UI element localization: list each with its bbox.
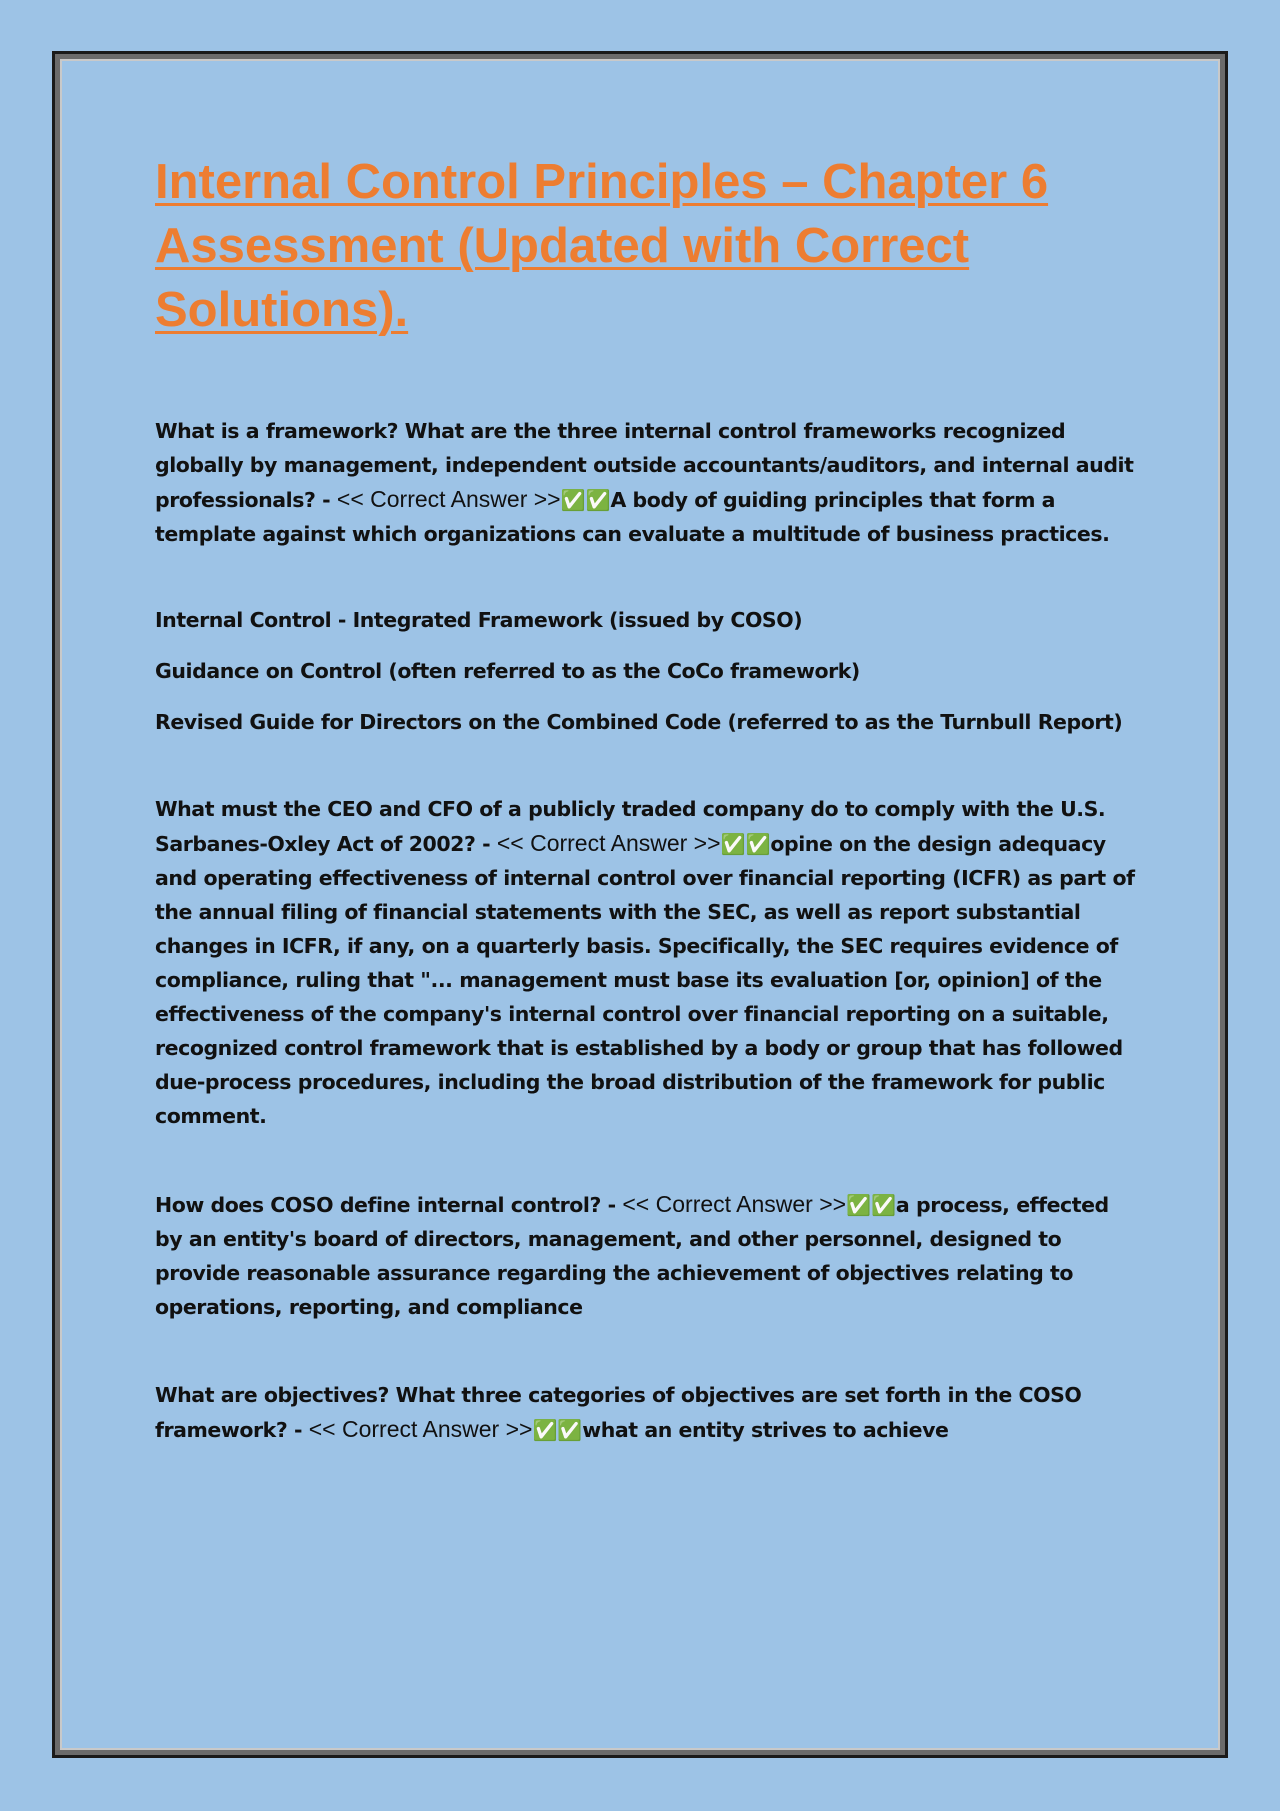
document-title: Internal Control Principles – Chapter 6 Assessment (Updated with Correct Solutions).	[155, 155, 1049, 337]
question-1-text: What is a framework? What are the three internal control frameworks recognized globally by management, independent outside accountants/auditors, and internal audit professionals? -	[155, 419, 1134, 512]
question-2	[155, 792, 1135, 1133]
document-body	[155, 150, 1135, 1447]
double-check-icon: ✅✅	[846, 1193, 896, 1217]
double-check-icon: ✅✅	[560, 488, 611, 512]
answer-2-text: opine on the design adequacy and operating effectiveness of internal control over financial reporting (ICFR) as part of the annual filing of financial statements with the SEC, as well as report substantial changes in ICFR, if any, on a quarterly basis. Specifically, the SEC requires evidence of compliance, ruling that "... management must base its evaluation [or, opinion] of the effectiveness of the company's internal control over financial reporting on a suitable, recognized control framework that is established by a body or group that has followed due-process procedures, including the broad distribution of the framework for public comment.	[155, 832, 1135, 1128]
answer-3-text: a process, effected by an entity's board of directors, management, and other personnel, designed to provide reasonable assurance regarding the achievement of objectives relating to operations, reporting, and compliance	[155, 1193, 1109, 1319]
answer-1-text: A body of guiding principles that form a template against which organizations can evaluate a multitude of business practices.	[155, 488, 1110, 546]
framework-item-3: Revised Guide for Directors on the Combined Code (referred to as the Turnbull Report)	[155, 710, 1123, 734]
double-check-icon: ✅✅	[532, 1418, 583, 1442]
correct-answer-marker: << Correct Answer >>	[496, 830, 721, 856]
framework-item-2: Guidance on Control (often referred to as the CoCo framework)	[155, 659, 860, 683]
double-check-icon: ✅✅	[720, 832, 771, 856]
framework-item-1: Internal Control - Integrated Framework (issued by COSO)	[155, 608, 803, 632]
correct-answer-marker: << Correct Answer >>	[336, 486, 561, 512]
question-1	[155, 414, 1135, 551]
question-4-text: What are objectives? What three categories of objectives are set forth in the COSO framework? -	[155, 1383, 1082, 1442]
correct-answer-marker: << Correct Answer >>	[308, 1416, 533, 1442]
question-2-text: What must the CEO and CFO of a publicly traded company do to comply with the U.S. Sarbanes-Oxley Act of 2002? -	[155, 797, 1106, 856]
question-3	[155, 1187, 1135, 1324]
answer-4-text: what an entity strives to achieve	[582, 1418, 949, 1442]
question-4	[155, 1378, 1135, 1447]
question-3-text: How does COSO define internal control? -	[155, 1193, 623, 1217]
correct-answer-marker: << Correct Answer >>	[622, 1191, 847, 1217]
